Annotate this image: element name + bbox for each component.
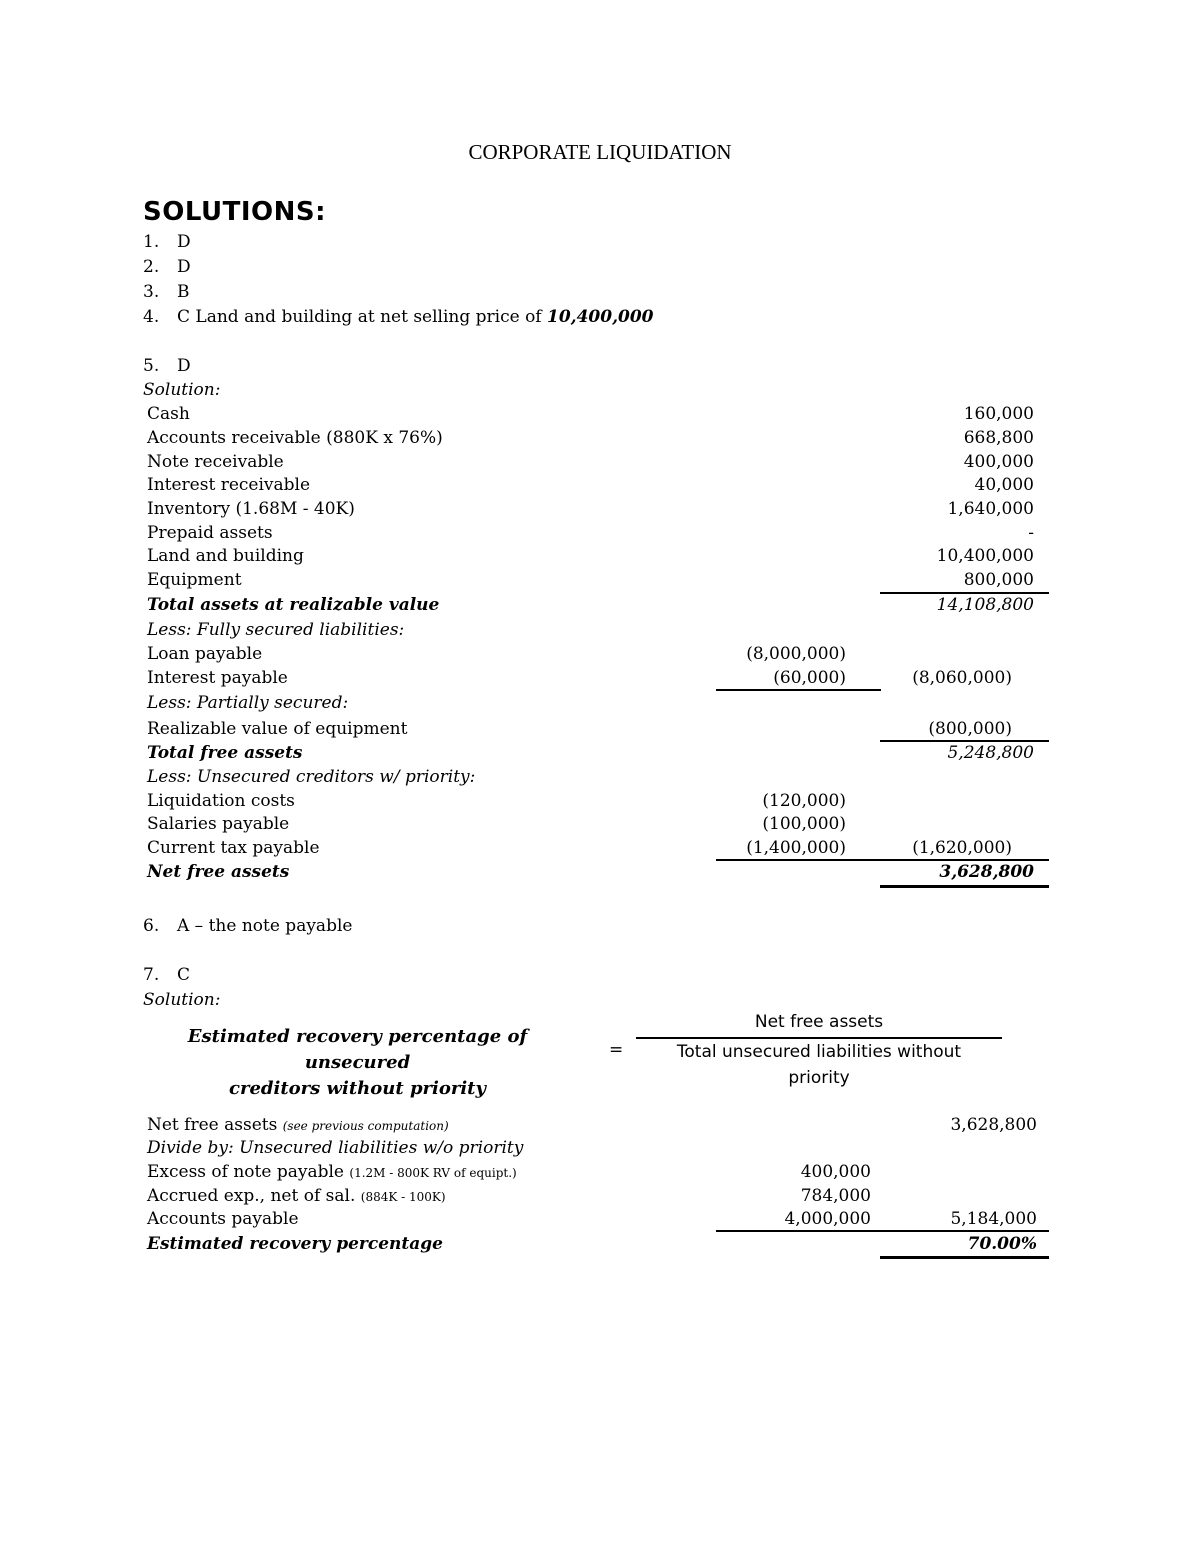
answer-number: 3. xyxy=(143,282,160,302)
table-row-value: (60,000) xyxy=(773,668,846,688)
subtotal-rule xyxy=(716,689,881,691)
formula-equals: = xyxy=(609,1040,624,1060)
table-row-label: Liquidation costs xyxy=(147,791,295,811)
table-row-label: Realizable value of equipment xyxy=(147,719,408,739)
row-note: (884K - 100K) xyxy=(360,1190,446,1204)
table-row-value: 10,400,000 xyxy=(936,546,1034,566)
table-row-label: Net free assets (see previous computation) xyxy=(147,1115,449,1135)
table-row-value: 5,184,000 xyxy=(950,1209,1037,1229)
table-row-value: (8,060,000) xyxy=(912,668,1012,688)
table-row-value: 1,640,000 xyxy=(947,499,1034,519)
table-row-label: Loan payable xyxy=(147,644,263,664)
table-row-value: 3,628,800 xyxy=(939,862,1034,882)
answer-text: D xyxy=(177,356,191,376)
formula-denominator-line2: priority xyxy=(788,1068,850,1088)
table-row-value: 800,000 xyxy=(963,570,1034,590)
table-row-label: Interest receivable xyxy=(147,475,311,495)
table-row-label: Equipment xyxy=(147,570,242,590)
answer-number: 7. xyxy=(143,965,160,985)
table-row-value: (100,000) xyxy=(762,814,846,834)
answer-number: 5. xyxy=(143,356,160,376)
table-row-label: Note receivable xyxy=(147,452,284,472)
table-row-label: Interest payable xyxy=(147,668,288,688)
formula-lhs-line2: creditors without priority xyxy=(229,1078,486,1099)
answer-text: A – the note payable xyxy=(177,916,353,936)
formula-lhs xyxy=(150,1024,565,1102)
table-row-label: Prepaid assets xyxy=(147,523,273,543)
table-row-label: Net free assets xyxy=(147,862,290,882)
table-row-label: Accounts receivable (880K x 76%) xyxy=(147,428,443,448)
table-row-value: 14,108,800 xyxy=(936,595,1034,615)
answer-text: B xyxy=(177,282,190,302)
table-row-label: Salaries payable xyxy=(147,814,290,834)
table-row-label: Land and building xyxy=(147,546,304,566)
table-row-label: Estimated recovery percentage xyxy=(147,1234,443,1254)
answer-text: C xyxy=(177,965,191,985)
answer-text xyxy=(177,306,653,328)
table-row-value: (1,400,000) xyxy=(746,838,846,858)
formula-denominator xyxy=(636,1039,1002,1091)
answer-number: 1. xyxy=(143,232,160,252)
table-row-label: Inventory (1.68M - 40K) xyxy=(147,499,355,519)
answer-number: 2. xyxy=(143,257,160,277)
row-note: (see previous computation) xyxy=(282,1119,449,1133)
subtotal-rule xyxy=(716,1230,1049,1232)
row-note: (1.2M - 800K RV of equipt.) xyxy=(349,1166,517,1180)
table-row-label: Total free assets xyxy=(147,743,303,763)
table-row-value: - xyxy=(1028,523,1034,543)
table-row-label: Less: Unsecured creditors w/ priority: xyxy=(147,767,476,787)
table-row-value: 400,000 xyxy=(800,1162,871,1182)
table-row-value: 400,000 xyxy=(963,452,1034,472)
formula-denominator-line1: Total unsecured liabilities without xyxy=(676,1042,962,1062)
table-row-label: Accrued exp., net of sal. (884K - 100K) xyxy=(147,1186,446,1206)
table-row-value: (800,000) xyxy=(928,719,1012,739)
double-total-rule xyxy=(880,1256,1049,1259)
answer-4-emphasis: 10,400,000 xyxy=(547,307,654,327)
table-row-label: Cash xyxy=(147,404,190,424)
table-row-value: 40,000 xyxy=(974,475,1034,495)
solutions-heading: SOLUTIONS: xyxy=(143,197,326,227)
solution-label: Solution: xyxy=(143,380,221,400)
answer-4-text: C Land and building at net selling price of xyxy=(177,307,548,327)
answer-number: 4. xyxy=(143,307,160,327)
table-row-value: (120,000) xyxy=(762,791,846,811)
table-row-label: Less: Fully secured liabilities: xyxy=(147,620,405,640)
table-row-label: Less: Partially secured: xyxy=(147,693,349,713)
answer-text: D xyxy=(177,257,191,277)
formula-numerator: Net free assets xyxy=(754,1012,884,1032)
table-row-value: 5,248,800 xyxy=(947,743,1034,763)
table-row-label: Current tax payable xyxy=(147,838,320,858)
table-row-value: 70.00% xyxy=(967,1234,1037,1254)
answer-text: D xyxy=(177,232,191,252)
table-row-value: (1,620,000) xyxy=(912,838,1012,858)
double-total-rule xyxy=(880,885,1049,888)
table-row-label: Accounts payable xyxy=(147,1209,299,1229)
table-row-label: Total assets at realizable value xyxy=(147,595,440,615)
table-row-value: 668,800 xyxy=(963,428,1034,448)
table-row-value: (8,000,000) xyxy=(746,644,846,664)
document-title: CORPORATE LIQUIDATION xyxy=(468,140,732,164)
formula-lhs-line1: Estimated recovery percentage of unsecured xyxy=(187,1026,528,1073)
table-row-value: 4,000,000 xyxy=(784,1209,871,1229)
table-row-label: Divide by: Unsecured liabilities w/o priority xyxy=(147,1138,524,1158)
table-row-value: 3,628,800 xyxy=(950,1115,1037,1135)
table-row-label: Excess of note payable (1.2M - 800K RV of equipt.) xyxy=(147,1162,517,1182)
solution-label: Solution: xyxy=(143,990,221,1010)
table-row-value: 160,000 xyxy=(963,404,1034,424)
answer-number: 6. xyxy=(143,916,160,936)
table-row-value: 784,000 xyxy=(800,1186,871,1206)
